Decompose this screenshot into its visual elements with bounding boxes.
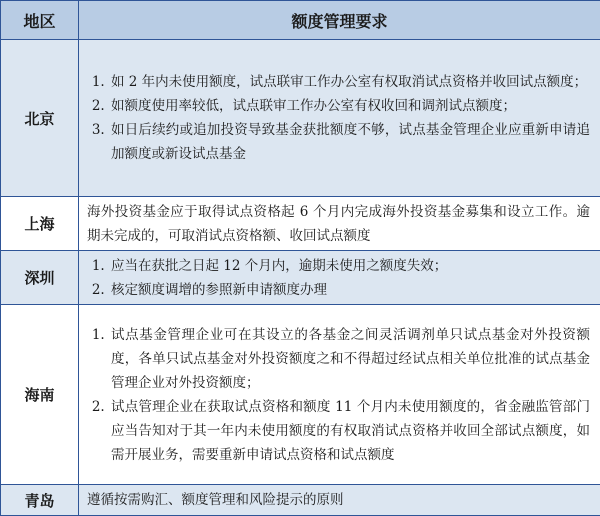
requirement-item: 3. 如日后续约或追加投资导致基金获批额度不够，试点基金管理企业应重新申请追加额度或新设试点基金 [109,118,590,166]
region-cell: 深圳 [1,251,79,305]
requirement-list [87,323,590,467]
requirement-text: 海外投资基金应于取得试点资格起 6 个月内完成海外投资基金募集和设立工作。逾期未完成的，可取消试点资格额、收回试点额度 [87,200,590,248]
region-cell: 青岛 [1,485,79,516]
requirement-item: 1. 应当在获批之日起 12 个月内，逾期未使用之额度失效； [109,254,590,278]
requirement-list [87,254,590,302]
region-cell: 北京 [1,40,79,197]
requirement-cell [79,40,600,197]
requirement-list [87,70,590,166]
requirement-cell [79,251,600,305]
table-row-shanghai [1,197,600,251]
region-cell: 上海 [1,197,79,251]
requirement-item: 2. 试点管理企业在获取试点资格和额度 11 个月内未使用额度的，省金融监管部门应当告知对于其一年内未使用额度的有权取消试点资格并收回全部试点额度，如需开展业务，需要重新申请试点资格和试点额度 [109,395,590,467]
requirement-text: 遵循按需购汇、额度管理和风险提示的原则 [87,488,590,512]
header-region: 地区 [1,1,79,40]
table-row-hainan [1,305,600,485]
requirement-cell [79,197,600,251]
requirement-cell [79,305,600,485]
header-requirements: 额度管理要求 [79,1,600,40]
requirement-cell [79,485,600,516]
requirement-item: 1. 试点基金管理企业可在其设立的各基金之间灵活调剂单只试点基金对外投资额度，各单只试点基金对外投资额度之和不得超过经试点相关单位批准的试点基金管理企业对外投资额度； [109,323,590,395]
requirement-item: 2. 核定额度调增的参照新申请额度办理 [109,278,590,302]
table-header-row [1,1,600,40]
table-row-qingdao [1,485,600,516]
requirement-item: 1. 如 2 年内未使用额度，试点联审工作办公室有权取消试点资格并收回试点额度； [109,70,590,94]
region-cell: 海南 [1,305,79,485]
table-row-shenzhen [1,251,600,305]
requirement-item: 2. 如额度使用率较低，试点联审工作办公室有权收回和调剂试点额度； [109,94,590,118]
table-row-beijing [1,40,600,197]
